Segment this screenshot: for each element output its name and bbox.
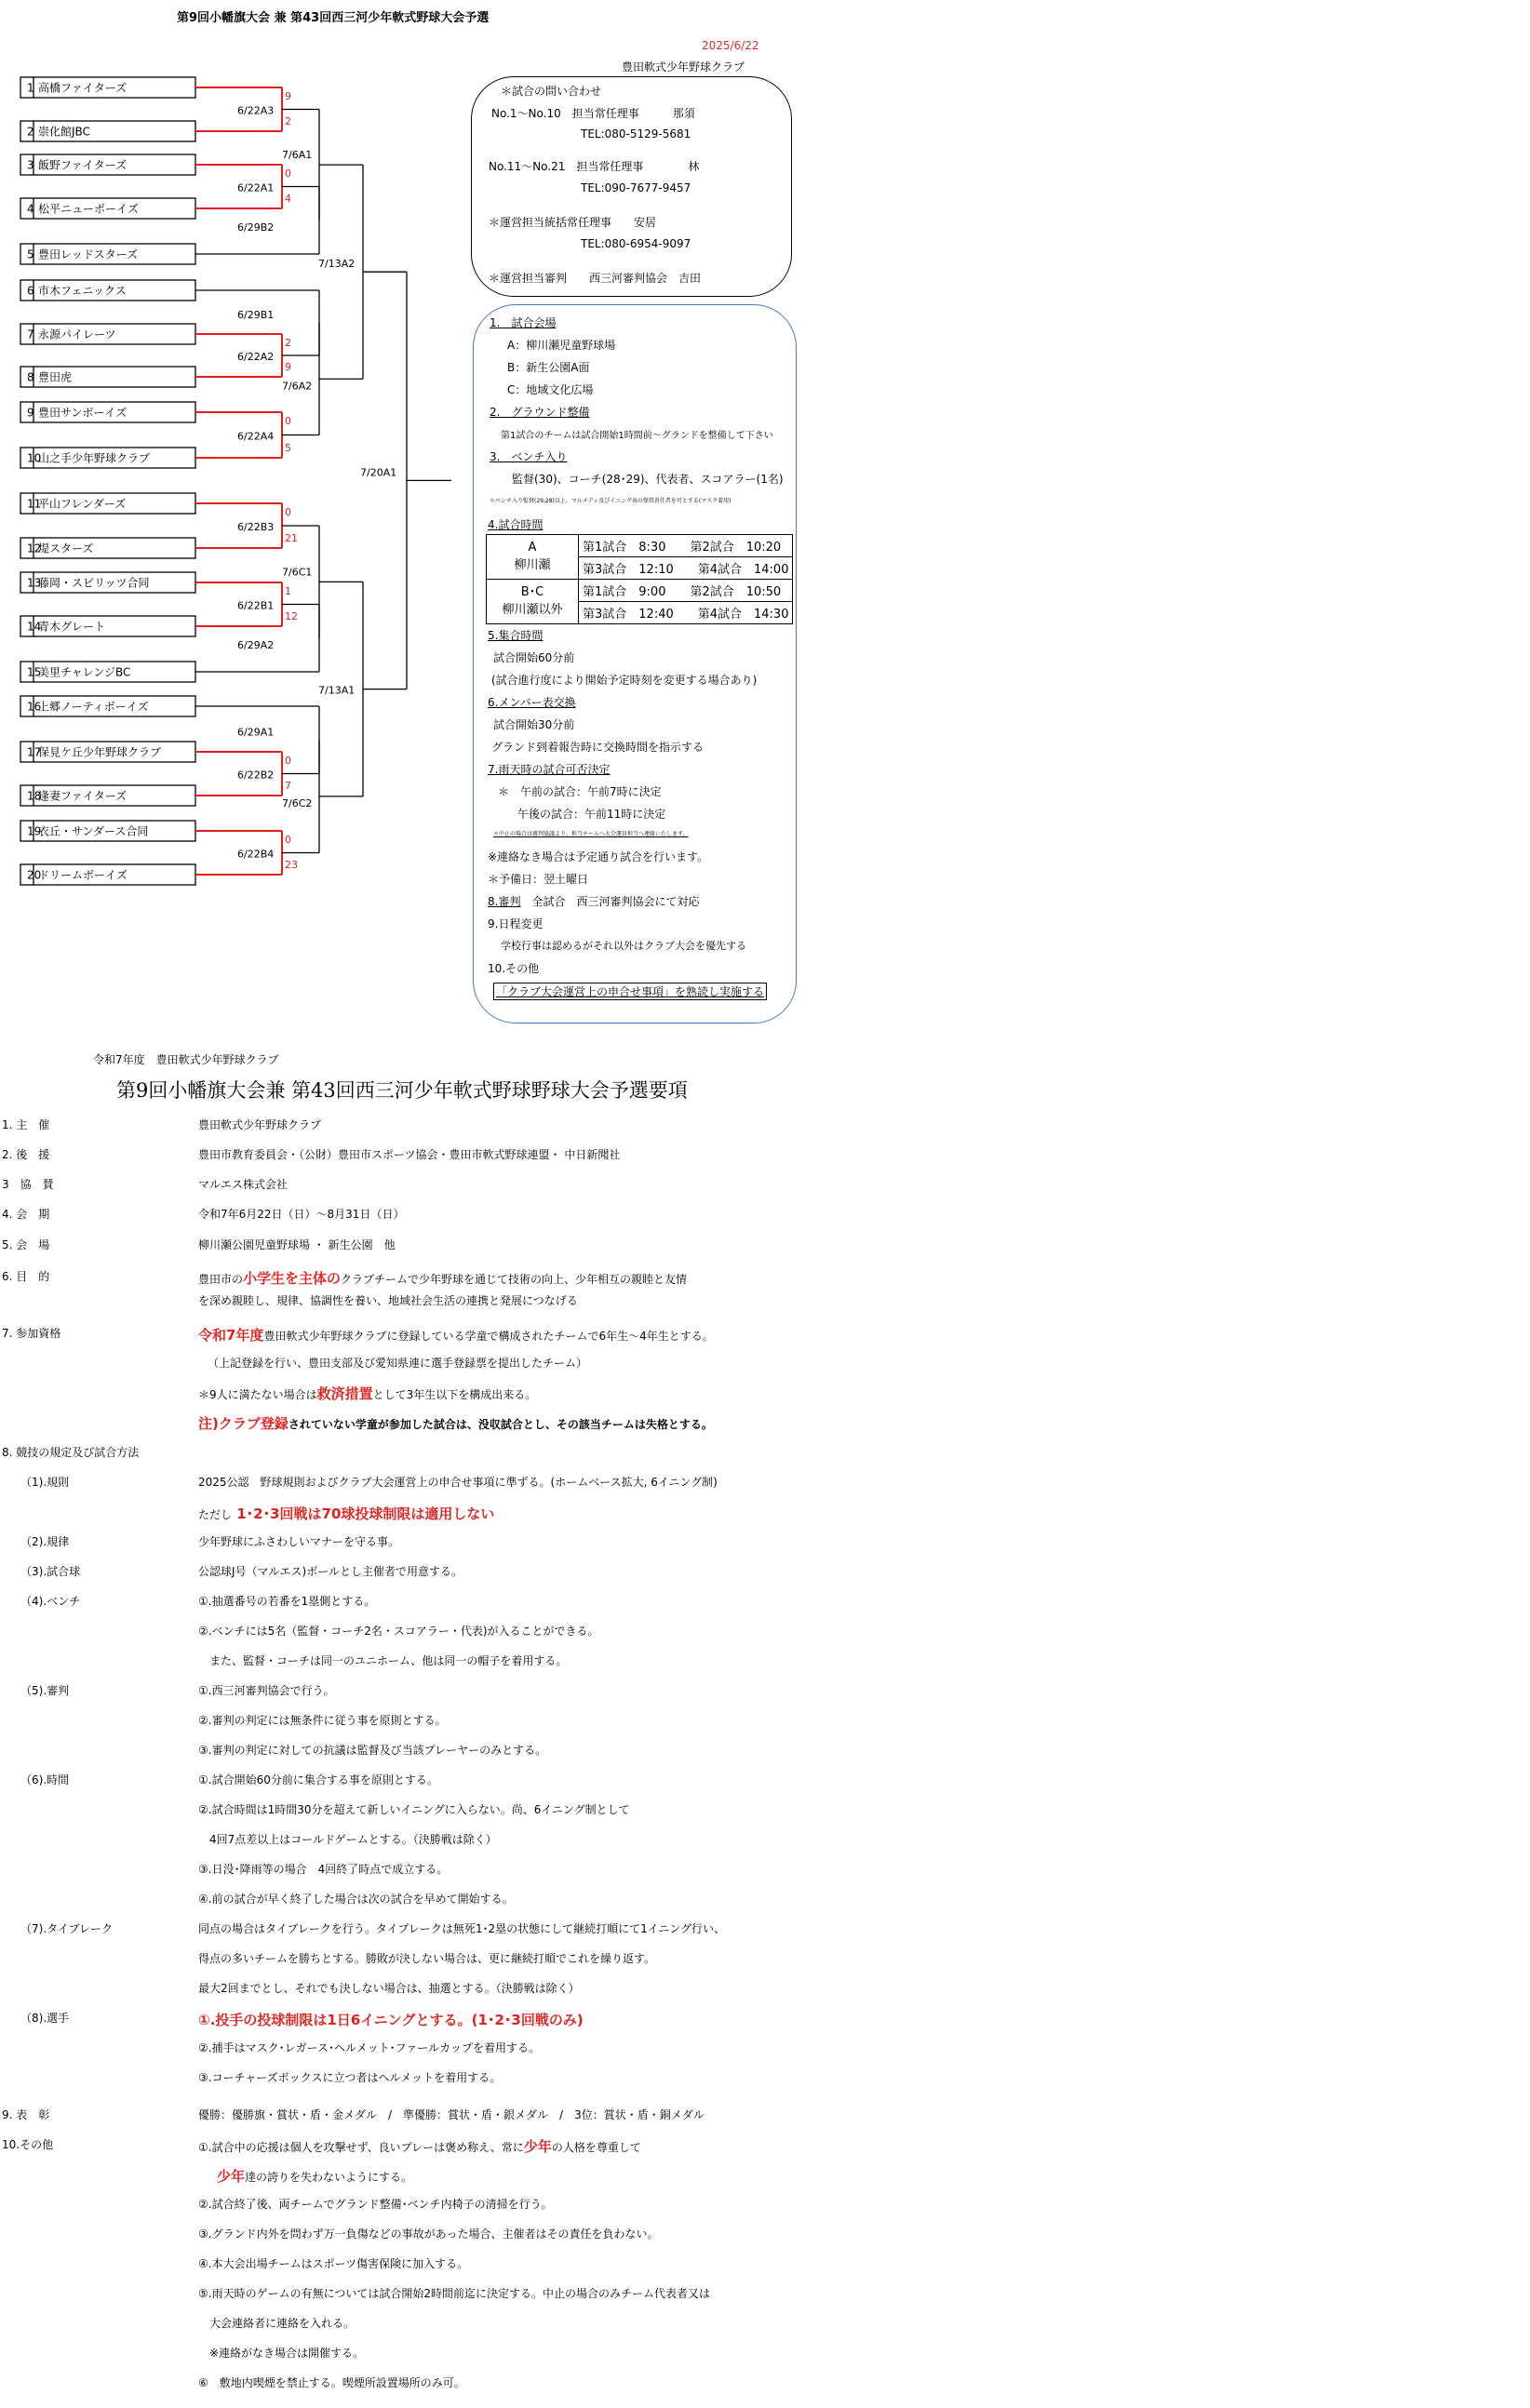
game-label: 6/22A3 — [237, 104, 275, 117]
info-ground-heading: 2. グラウンド整備 — [490, 406, 590, 419]
team-name: 豊田レッドスターズ — [38, 247, 139, 261]
game-label: 7/13A1 — [318, 684, 356, 697]
info-venue-c: C：地域文化広場 — [507, 383, 594, 396]
page-title: 第9回小幡旗大会 兼 第43回西三河少年軟式野球大会予選 — [177, 11, 490, 25]
contact-line-3: ＊運営担当統括常任理事 安居 — [489, 216, 657, 229]
score: 0 — [285, 834, 291, 846]
team-number: 6 — [27, 284, 34, 298]
info-rain-1: ＊ 午前の試合：午前7時に決定 — [498, 785, 662, 798]
team-number: 10 — [27, 451, 42, 465]
score: 4 — [285, 193, 291, 205]
contact-tel-1: TEL:080-5129-5681 — [581, 127, 691, 140]
guide-other-8: ※連絡がなき場合は開催する。 — [198, 2347, 365, 2360]
team-name: 逢妻ファイターズ — [38, 789, 128, 803]
guide-purpose-line-1: 豊田市の小学生を主体のクラブチームで少年野球を通じて技術の向上、少年相互の親睦と友情 — [198, 1270, 688, 1287]
schedule-slot: 第1試合 9:00 第2試合 10:50 — [579, 580, 793, 602]
rule-key: （7).タイブレーク — [20, 1922, 114, 1935]
contact-line-4: ＊運営担当審判 西三河審判協会 吉田 — [489, 272, 702, 285]
team-number: 19 — [27, 824, 42, 838]
guide-purpose-line-2: を深め親睦し、規律、協調性を養い、地域社会生活の連携と発展につなげる — [198, 1294, 578, 1307]
team-number: 7 — [27, 328, 34, 341]
guide-other-6: ⑤.雨天時のゲームの有無については試合開始2時間前迄に決定する。中止の場合のみチーム代表者又は — [198, 2287, 710, 2300]
guide-row-key: 3 協 賛 — [2, 1178, 54, 1191]
info-umpire: 8.審判 全試合 西三河審判協会にて対応 — [488, 895, 700, 908]
team-name: 飯野ファイターズ — [38, 158, 128, 172]
rule-line: ①.投手の投球制限は1日6イニングとする。(1･2･3回戦のみ) — [198, 2012, 584, 2028]
team-name: 高橋ファイターズ — [38, 81, 128, 95]
game-label: 6/22A2 — [237, 351, 275, 363]
info-gather-heading: 5.集合時間 — [488, 629, 544, 642]
guide-other-5: ④.本大会出場チームはスポーツ傷害保険に加入する。 — [198, 2257, 469, 2270]
info-venue-a: A：柳川瀬児童野球場 — [507, 339, 616, 352]
team-number: 11 — [27, 497, 42, 511]
rule-line: ②.審判の判定には無条件に従う事を原則とする。 — [198, 1714, 447, 1727]
team-number: 9 — [27, 406, 34, 420]
rule-line: 公認球J号（マルエス)ボールとし主催者で用意する。 — [198, 1565, 463, 1578]
score: 9 — [285, 90, 291, 102]
info-rain-4: ※連絡なき場合は予定通り試合を行います。 — [488, 850, 709, 863]
guide-row-value: 柳川瀬公園児童野球場 ・ 新生公園 他 — [198, 1238, 396, 1251]
team-name: 堤スターズ — [38, 542, 94, 555]
guide-title: 第9回小幡旗大会兼 第43回西三河少年軟式野球野球大会予選要項 — [116, 1079, 688, 1102]
schedule-field-bc: B･C 柳川瀬以外 — [487, 580, 579, 624]
rule-key: （6).時間 — [20, 1773, 70, 1786]
score: 0 — [285, 755, 291, 767]
game-label: 6/22A4 — [237, 430, 275, 443]
schedule-slot: 第1試合 8:30 第2試合 10:20 — [579, 535, 793, 557]
guide-award-value: 優勝：優勝旗・賞状・盾・金メダル / 準優勝：賞状・盾・銀メダル / 3位：賞状・盾・銅メダル — [198, 2108, 705, 2121]
team-number: 8 — [27, 370, 34, 384]
team-name: 豊田サンボーイズ — [38, 406, 128, 420]
rule-line: ①.試合開始60分前に集合する事を原則とする。 — [198, 1773, 438, 1786]
score: 9 — [285, 361, 291, 373]
rule-line: ①.西三河審判協会で行う。 — [198, 1684, 335, 1697]
game-label: 6/22B3 — [237, 521, 275, 533]
game-label: 7/6A2 — [282, 380, 313, 393]
team-number: 12 — [27, 542, 42, 555]
team-number: 4 — [27, 202, 34, 216]
team-name: 平山フレンダーズ — [38, 497, 127, 511]
team-name: 衣丘・サンダース合同 — [38, 824, 149, 838]
rule-line: ①.抽選番号の若番を1塁側とする。 — [198, 1595, 376, 1608]
rule-line: 最大2回までとし、それでも決しない場合は、抽選とする。（決勝戦は除く） — [198, 1982, 580, 1995]
game-label: 6/29A2 — [237, 638, 275, 651]
info-bench-small: ＊ベンチ入り監督(29,28)以上、マルメディ及びイニング表の保管責任者を可とする(マスク着用) — [490, 498, 731, 504]
rule-line: ②.捕手はマスク･レガース･ヘルメット･ファールカップを着用する。 — [198, 2041, 541, 2054]
info-rain-heading: 7.雨天時の試合可否決定 — [488, 763, 611, 776]
info-gather-1: 試合開始60分前 — [493, 651, 575, 664]
rule-line: 4回7点差以上はコールドゲームとする。（決勝戦は除く） — [198, 1833, 497, 1846]
guide-award-key: 9. 表 彰 — [2, 2108, 50, 2121]
team-name: 崇化館JBC — [38, 125, 90, 139]
rule-line: 少年野球にふさわしいマナーを守る事。 — [198, 1535, 400, 1548]
guide-other-7: 大会連絡者に連絡を入れる。 — [198, 2317, 356, 2330]
info-change-heading: 9.日程変更 — [488, 917, 544, 930]
guide-elig-line-1: 令和7年度豊田軟式少年野球クラブに登録している学童で構成されたチームで6年生～4年生とする。 — [198, 1327, 714, 1344]
team-name: 保見ケ丘少年野球クラブ — [38, 745, 162, 759]
team-number: 18 — [27, 789, 42, 803]
guide-row-key: 1. 主 催 — [2, 1118, 50, 1131]
schedule-slot: 第3試合 12:40 第4試合 14:30 — [579, 602, 793, 624]
contact-line-2: No.11～No.21 担当常任理事 林 — [489, 160, 700, 173]
game-label: 6/22B1 — [237, 599, 275, 612]
header-org: 豊田軟式少年野球クラブ — [622, 60, 745, 74]
contact-tel-3: TEL:080-6954-9097 — [581, 237, 691, 250]
rule-line: ④.前の試合が早く終了した場合は次の試合を早めて開始する。 — [198, 1893, 514, 1906]
score: 5 — [285, 442, 291, 454]
rule-key: （2).規律 — [20, 1535, 70, 1548]
team-name: 藤岡・スピリッツ合同 — [38, 576, 150, 590]
rule-key: （8).選手 — [20, 2012, 70, 2025]
guide-row-value: 令和7年6月22日（日）～8月31日（日） — [198, 1208, 405, 1221]
guide-other-9: ⑥ 敷地内喫煙を禁止する。喫煙所設置場所のみ可。 — [198, 2376, 465, 2389]
score: 1 — [285, 585, 291, 597]
guide-purpose-key: 6. 目 的 — [2, 1270, 50, 1283]
rule-line: ②.試合時間は1時間30分を超えて新しいイニングに入らない。尚、6イニング制として — [198, 1803, 630, 1816]
team-name: 上郷ノーティボーイズ — [38, 700, 149, 714]
guide-other-3: ②.試合終了後、両チームでグランド整備･ベンチ内椅子の清掃を行う。 — [198, 2198, 553, 2211]
guide-row-value: 豊田軟式少年野球クラブ — [198, 1118, 322, 1131]
info-other-heading: 10.その他 — [488, 962, 540, 975]
rule-line: ③.コーチャーズボックスに立つ者はヘルメットを着用する。 — [198, 2071, 502, 2084]
team-name: 松平ニューボーイズ — [38, 202, 139, 216]
rule-line: ただし 1･2･3回戦は70球投球制限は適用しない — [198, 1505, 495, 1522]
rule-key: （5).審判 — [20, 1684, 70, 1697]
score: 0 — [285, 167, 291, 180]
guide-rules-key: 8. 競技の規定及び試合方法 — [2, 1446, 140, 1459]
rule-line: ③.審判の判定に対しての抗議は監督及び当該プレーヤーのみとする。 — [198, 1744, 547, 1757]
game-label: 7/6A1 — [282, 149, 313, 162]
info-ground-note: 第1試合のチームは試合開始1時間前～グランドを整備して下さい — [501, 431, 773, 441]
schedule-row-a — [487, 535, 793, 557]
info-reserve: ＊予備日：翌土曜日 — [488, 873, 589, 886]
info-member-1: 試合開始30分前 — [493, 718, 575, 731]
team-name: 市木フェニックス — [38, 284, 127, 298]
score: 23 — [285, 859, 298, 871]
guide-row-key: 2. 後 援 — [2, 1148, 50, 1161]
team-name: 永源パイレーツ — [38, 328, 116, 341]
guide-row-key: 4. 会 期 — [2, 1208, 50, 1221]
team-number: 17 — [27, 745, 42, 759]
contact-line-1: No.1～No.10 担当常任理事 那須 — [491, 107, 695, 120]
guide-elig-line-3: ＊9人に満たない場合は救済措置として3年生以下を構成出来る。 — [198, 1385, 537, 1402]
guide-other-2: 少年達の誇りを失わないようにする。 — [217, 2168, 413, 2185]
header-date: 2025/6/22 — [702, 39, 759, 52]
schedule-row-bc — [487, 580, 793, 602]
rule-line: 2025公認 野球規則およびクラブ大会運営上の申合せ事項に準ずる。(ホームベース拡大, 6イニング制) — [198, 1476, 718, 1489]
contact-heading: ＊試合の問い合わせ — [501, 85, 602, 98]
info-other-note: 「クラブ大会運営上の申合せ事項」を熟読し実施する — [493, 983, 767, 1000]
rule-line: 同点の場合はタイブレークを行う。タイブレークは無死1･2塁の状態にして継続打順にて1イニング行い、 — [198, 1922, 726, 1935]
contact-tel-2: TEL:090-7677-9457 — [581, 181, 691, 194]
info-rain-3: ＊中止の場合は審判協議より、担当チームへ大会運営担当へ連絡いたします。 — [493, 831, 689, 837]
game-label: 7/20A1 — [360, 466, 397, 479]
info-venue-heading: 1. 試合会場 — [490, 316, 557, 329]
team-name: 豊田虎 — [38, 370, 73, 384]
rule-line: 得点の多いチームを勝ちとする。勝敗が決しない場合は、更に継続打順でこれを繰り返す。 — [198, 1952, 656, 1965]
guide-other-4: ③.グランド内外を問わず万一負傷などの事故があった場合、主催者はその責任を負わない。 — [198, 2227, 659, 2241]
rule-key: （3).試合球 — [20, 1565, 81, 1578]
game-label: 6/29A1 — [237, 726, 275, 739]
guide-subtitle: 令和7年度 豊田軟式少年野球クラブ — [93, 1053, 279, 1066]
game-label: 7/13A2 — [318, 258, 356, 271]
guide-elig-key: 7. 参加資格 — [2, 1327, 61, 1340]
game-label: 6/22A1 — [237, 181, 275, 194]
score: 21 — [285, 532, 298, 544]
team-number: 16 — [27, 700, 42, 714]
game-label: 7/6C1 — [282, 566, 313, 579]
game-label: 7/6C2 — [282, 796, 313, 809]
team-number: 1 — [27, 81, 34, 95]
team-name: 青木グレート — [38, 620, 106, 634]
info-member-heading: 6.メンバー表交換 — [488, 696, 576, 709]
team-number: 14 — [27, 620, 42, 634]
schedule-table — [486, 534, 793, 624]
game-label: 6/22B2 — [237, 769, 275, 782]
info-rain-2: 午後の試合：午前11時に決定 — [517, 808, 666, 821]
team-number: 20 — [27, 868, 42, 882]
score: 0 — [285, 415, 291, 427]
team-number: 15 — [27, 665, 42, 679]
team-name: 山之手少年野球クラブ — [38, 451, 151, 465]
rule-line: また、監督・コーチは同一のユニホーム、他は同一の帽子を着用する。 — [198, 1654, 568, 1667]
team-name: 美里チャレンジBC — [38, 665, 131, 679]
game-label: 6/22B4 — [237, 848, 275, 861]
guide-row-value: 豊田市教育委員会・（公財）豊田市スポーツ協会・豊田市軟式野球連盟・ 中日新聞社 — [198, 1148, 621, 1161]
rule-line: ②.ベンチには5名（監督・コーチ2名・スコアラー・代表)が入ることができる。 — [198, 1625, 599, 1638]
rule-key: （1).規則 — [20, 1476, 70, 1489]
score: 2 — [285, 337, 291, 349]
guide-elig-line-4: 注)クラブ登録されていない学童が参加した試合は、没収試合とし、その該当チームは失格とする。 — [198, 1415, 713, 1432]
info-bench-note: 監督(30)、コーチ(28･29)、代表者、スコアラー(1名) — [512, 473, 784, 486]
info-bench-heading: 3. ベンチ入り — [490, 450, 568, 463]
team-number: 2 — [27, 125, 34, 139]
info-gather-2: (試合進行度により開始予定時刻を変更する場合あり) — [491, 674, 758, 687]
schedule-slot: 第3試合 12:10 第4試合 14:00 — [579, 557, 793, 580]
score: 2 — [285, 115, 291, 127]
rule-line: ③.日没･降雨等の場合 4回終了時点で成立する。 — [198, 1863, 449, 1876]
guide-elig-line-2: （上記登録を行い、豊田支部及び愛知県連に選手登録票を提出したチーム） — [208, 1357, 588, 1370]
score: 12 — [285, 610, 298, 622]
team-number: 13 — [27, 576, 42, 590]
score: 7 — [285, 780, 291, 792]
info-time-heading: 4.試合時間 — [488, 518, 544, 531]
guide-row-value: マルエス株式会社 — [198, 1178, 289, 1191]
info-venue-b: B：新生公園A面 — [507, 361, 590, 374]
score: 0 — [285, 506, 291, 518]
game-label: 6/29B2 — [237, 221, 275, 234]
game-label: 6/29B1 — [237, 309, 275, 321]
guide-other-1: ①.試合中の応援は個人を攻撃せず、良いプレーは褒め称え、常に少年の人格を尊重して — [198, 2138, 641, 2155]
info-member-2: グランド到着報告時に交換時間を指示する — [491, 741, 705, 754]
team-number: 3 — [27, 158, 34, 172]
team-number: 5 — [27, 247, 34, 261]
rule-key: （4).ベンチ — [20, 1595, 81, 1608]
schedule-field-a: A 柳川瀬 — [487, 535, 579, 580]
team-name: ドリームボーイズ — [38, 868, 128, 882]
guide-row-key: 5. 会 場 — [2, 1238, 50, 1251]
info-change-note: 学校行事は認めるがそれ以外はクラブ大会を優先する — [501, 940, 746, 952]
guide-other-key: 10.その他 — [2, 2138, 54, 2151]
